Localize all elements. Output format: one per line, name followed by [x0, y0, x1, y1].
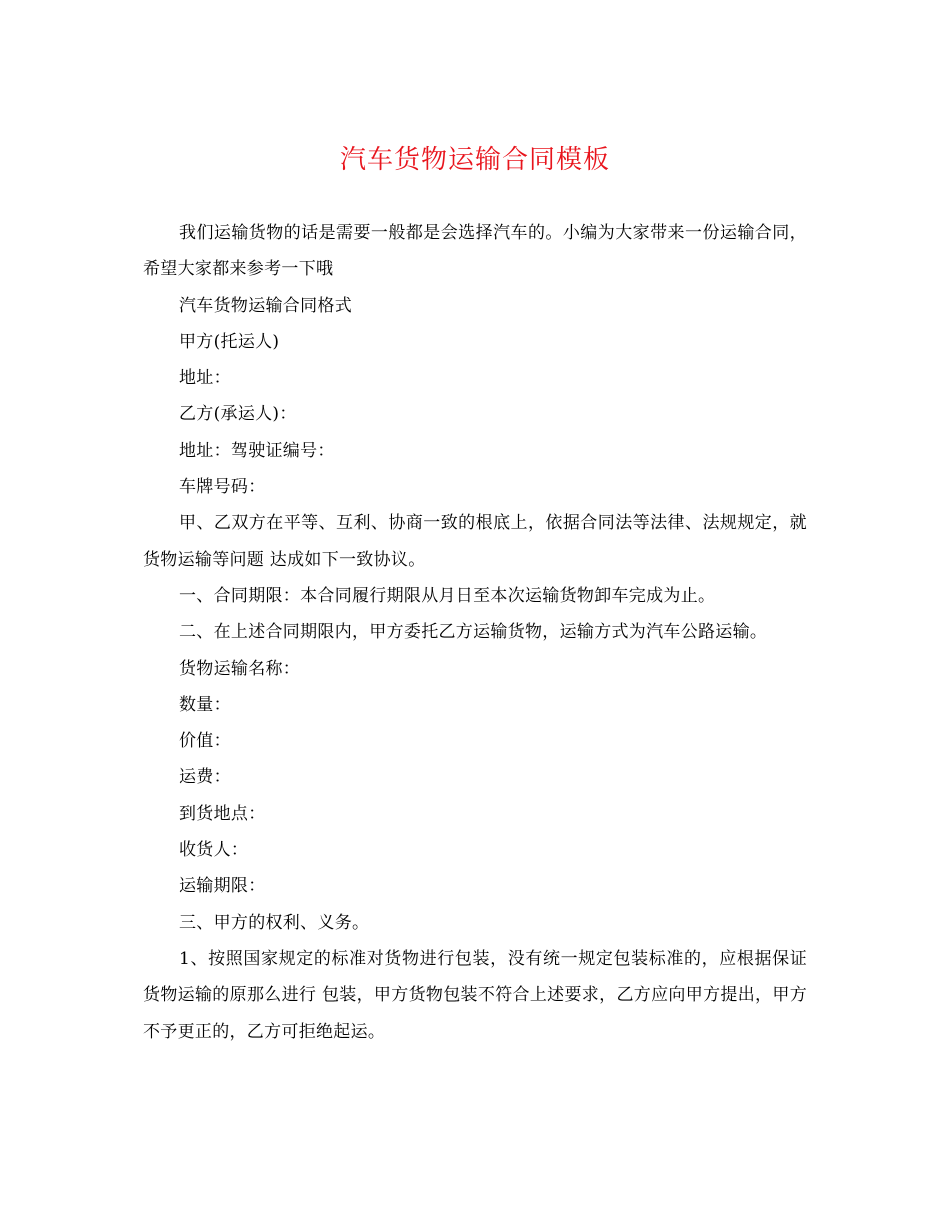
paragraph-goods-name: 货物运输名称：	[179, 658, 301, 679]
document-body	[143, 215, 807, 1050]
paragraph-party-b: 乙方(承运人)：	[179, 404, 297, 425]
paragraph-party-b-address: 地址：驾驶证编号：	[179, 440, 335, 461]
document-title: 汽车货物运输合同模板	[339, 145, 610, 175]
paragraph-format-heading: 汽车货物运输合同格式	[179, 295, 352, 316]
paragraph-plate-number: 车牌号码：	[179, 477, 266, 498]
paragraph-value: 价值：	[179, 731, 231, 752]
paragraph-clause-2: 二、在上述合同期限内，甲方委托乙方运输货物，运输方式为汽车公路运输。	[179, 622, 768, 643]
paragraph-party-a-address: 地址：	[179, 368, 231, 389]
paragraph-party-a: 甲方(托运人)	[179, 331, 280, 352]
paragraph-clause-1: 一、合同期限：本合同履行期限从月日至本次运输货物卸车完成为止。	[179, 585, 716, 606]
paragraph-freight: 运费：	[179, 767, 231, 788]
paragraph-agreement: 甲、乙双方在平等、互利、协商一致的根底上，依据合同法等法律、法规规定，就货物运输等问题 达成如下一致协议。	[143, 513, 807, 570]
paragraph-transport-period: 运输期限：	[179, 876, 266, 897]
paragraph-quantity: 数量：	[179, 694, 231, 715]
paragraph-clause-3: 三、甲方的权利、义务。	[179, 912, 370, 933]
paragraph-consignee: 收货人：	[179, 840, 249, 861]
paragraph-destination: 到货地点：	[179, 803, 266, 824]
paragraph-intro: 我们运输货物的话是需要一般都是会选择汽车的。小编为大家带来一份运输合同，希望大家都来参考一下哦	[143, 223, 807, 280]
paragraph-clause-3-item-1: 1、按照国家规定的标准对货物进行包装，没有统一规定包装标准的，应根据保证货物运输的原那么进行 包装，甲方货物包装不符合上述要求，乙方应向甲方提出，甲方不予更正的，乙方可拒绝起运。	[143, 948, 807, 1042]
